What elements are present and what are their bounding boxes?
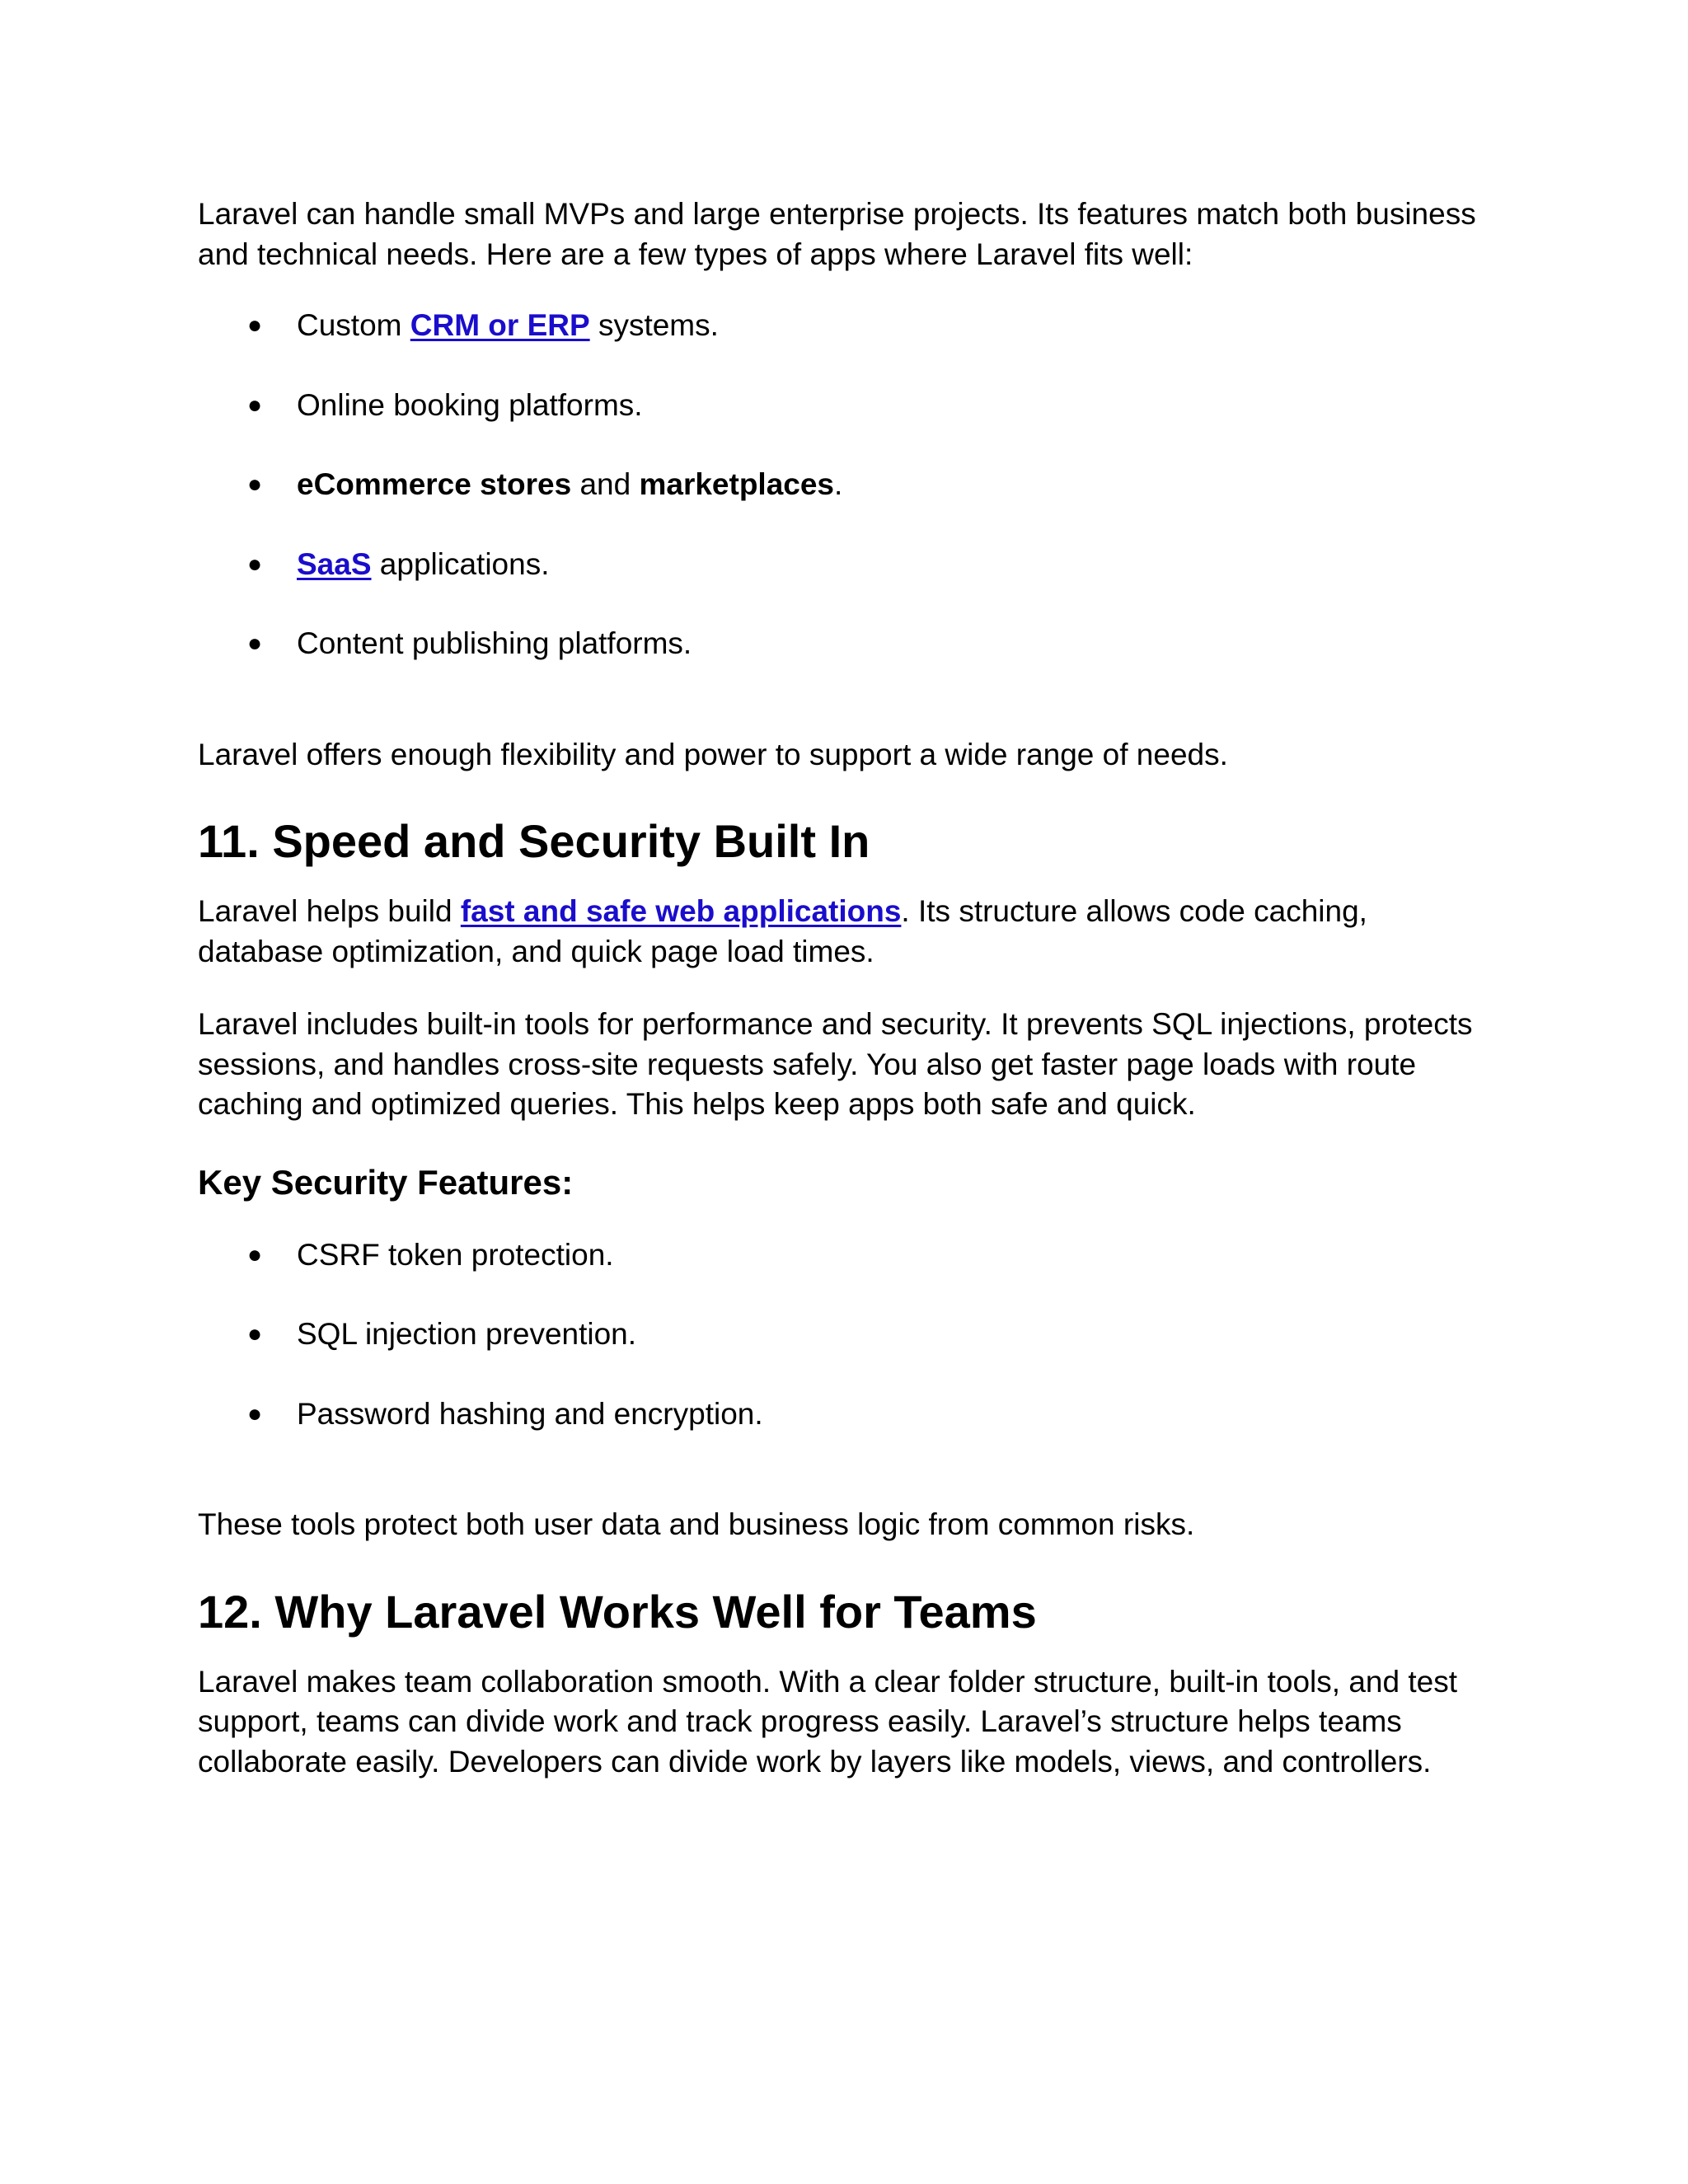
flexibility-paragraph: Laravel offers enough flexibility and power to support a wide range of needs. (198, 737, 1228, 771)
list-item: ● SaaS applications. (198, 545, 1500, 585)
section-12-heading: 12. Why Laravel Works Well for Teams (198, 1585, 1037, 1638)
list-item: ● Custom CRM or ERP systems. (198, 306, 1500, 346)
bullet-icon: ● (247, 391, 263, 419)
list-item: ● Content publishing platforms. (198, 624, 1500, 664)
crm-erp-link[interactable]: CRM or ERP (410, 308, 590, 342)
bullet-icon: ● (247, 471, 263, 498)
list-item: ● eCommerce stores and marketplaces. (198, 465, 1500, 505)
bullet-icon: ● (247, 312, 263, 339)
bullet-icon: ● (247, 1399, 263, 1427)
bullet-icon: ● (247, 630, 263, 657)
list-item: ● CSRF token protection. (198, 1235, 1500, 1276)
saas-link[interactable]: SaaS (297, 546, 372, 581)
bullet-icon: ● (247, 1320, 263, 1347)
bullet-icon: ● (247, 1240, 263, 1268)
intro-paragraph: Laravel can handle small MVPs and large enterprise projects. Its features match both business and technical needs. Here are a few types of apps where Laravel fits well: (198, 197, 1476, 271)
security-closing-paragraph: These tools protect both user data and business logic from common risks. (198, 1507, 1195, 1541)
section-11-heading: 11. Speed and Security Built In (198, 815, 870, 867)
list-item: ● Online booking platforms. (198, 386, 1500, 426)
section-11-paragraph-2: Laravel includes built-in tools for performance and security. It prevents SQL injections, protects sessions, and handles cross-site requests safely. You also get faster page loads with route caching and optimized queries. This helps keep apps both safe and quick. (198, 1007, 1473, 1121)
app-types-list (198, 306, 1500, 664)
list-item: ● Password hashing and encryption. (198, 1394, 1500, 1435)
bullet-icon: ● (247, 550, 263, 578)
list-item: ● SQL injection prevention. (198, 1315, 1500, 1355)
section-11-paragraph-1: Laravel helps build fast and safe web applications. Its structure allows code caching, database optimization, and quick page load times. (198, 894, 1367, 968)
section-12-paragraph: Laravel makes team collaboration smooth. With a clear folder structure, built-in tools, and test support, teams can divide work and track progress easily. Laravel’s structure helps teams collaborate easily. Developers can divide work by layers like models, views, and controllers. (198, 1664, 1457, 1779)
fast-safe-apps-link[interactable]: fast and safe web applications (460, 894, 902, 928)
key-security-subheading: Key Security Features: (198, 1162, 574, 1202)
document-page (198, 194, 1500, 1782)
security-features-list (198, 1235, 1500, 1435)
